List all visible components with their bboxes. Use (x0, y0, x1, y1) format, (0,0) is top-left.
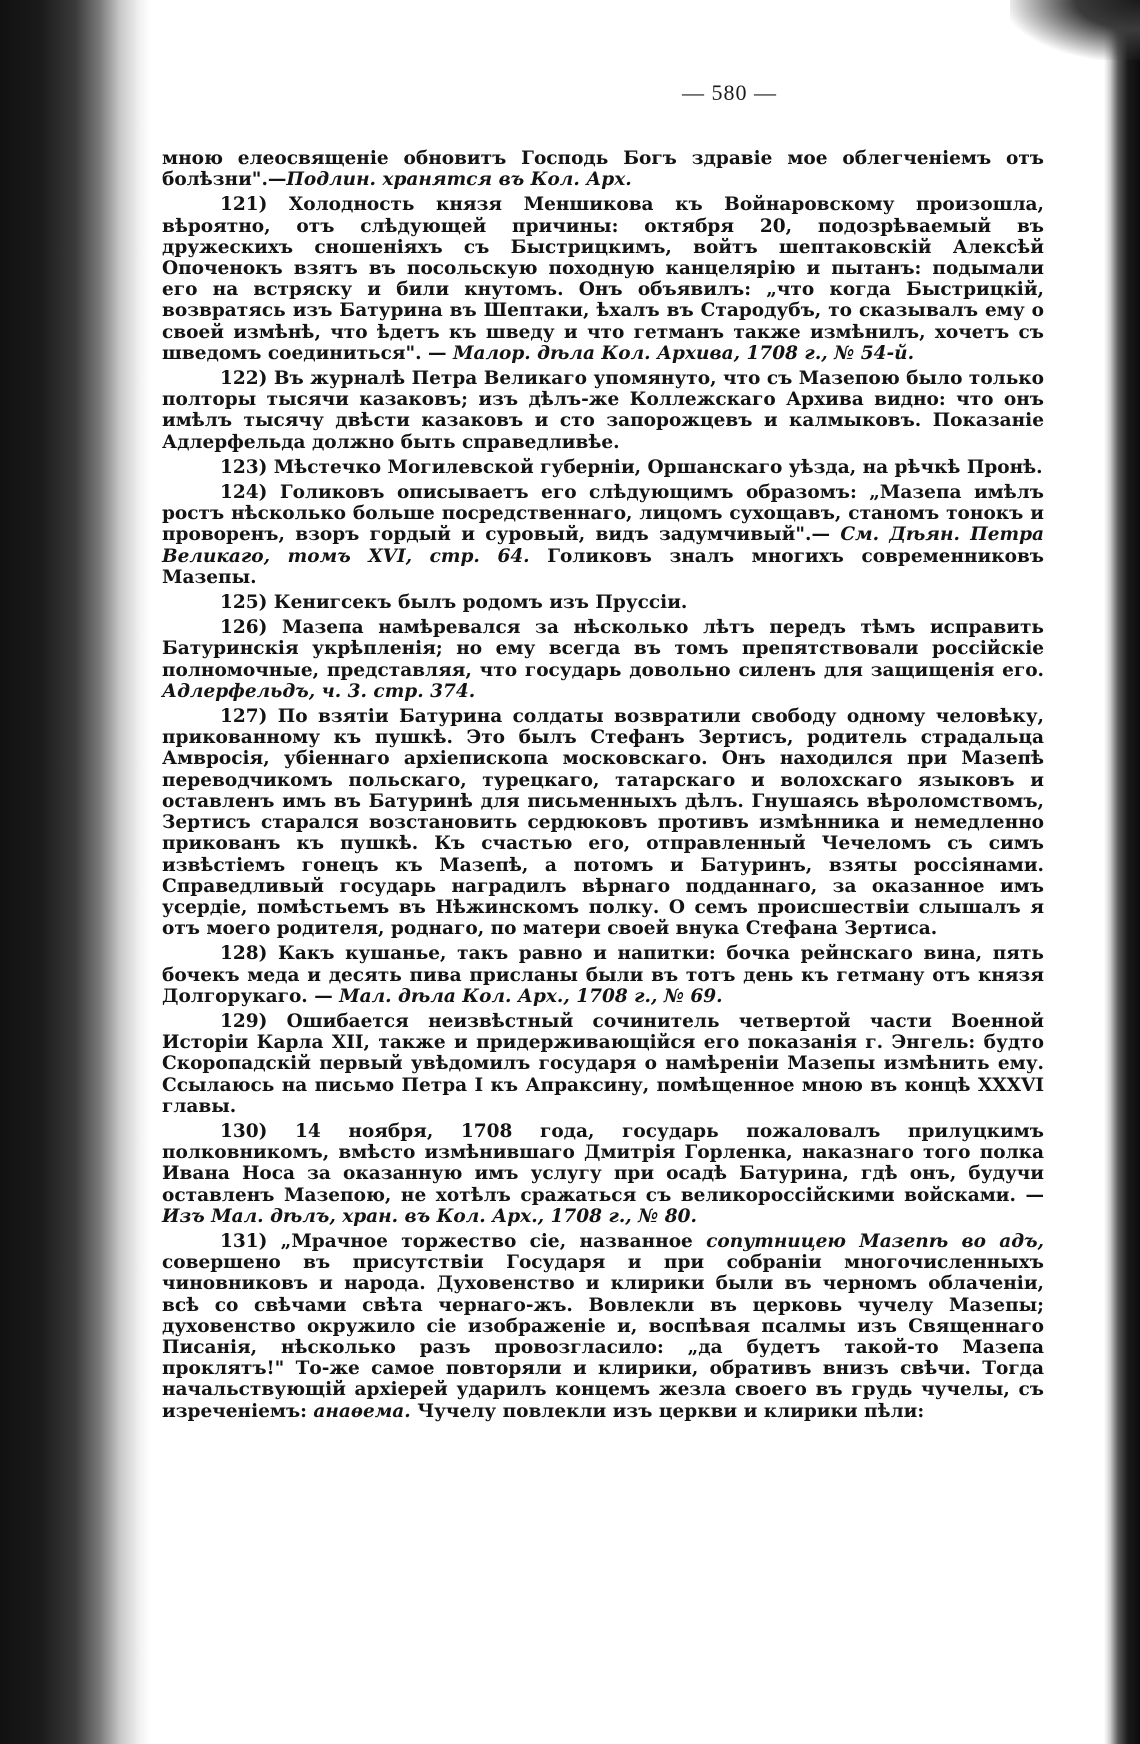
text-run: Чучелу повлекли изъ церкви и клирики пѣли: (410, 1400, 925, 1422)
paragraph-continuation (162, 148, 1044, 190)
scan-shadow-corner (1010, 0, 1140, 60)
text-run: Голиковъ зналъ многихъ современниковъ Мазепы. (162, 545, 1044, 588)
footnote-124 (162, 482, 1044, 588)
text-run: совершено въ присутствіи Государя и при собраніи многочисленныхъ чиновниковъ и народа. Духовенство и клирики были въ черномъ облаченіи, всѣ со свѣчами свѣта чернаго-жъ. Вовлекли въ церковь чучелу Мазепы; духовенство окружило сіе изображеніе и, воспѣвая псалмы изъ Священнаго Писанія, нѣсколько разъ провозгласило: „да будетъ такой-то Мазепа проклятъ!" То-же самое повторяли и клирики, обративъ внизъ свѣчи. Тогда начальствующій архіерей ударилъ концемъ жезла своего въ грудь чучелы, съ изреченіемъ: (162, 1252, 1044, 1422)
italic-citation: См. Дѣян. Петра Великаго, томъ XVI, стр. 64. (162, 524, 1044, 567)
italic-citation: Изъ Мал. дѣлъ, хран. въ Кол. Арх., 1708 г., № 80. (162, 1205, 697, 1227)
text-run: 121) Холодность князя Меншикова къ Войнаровскому произошла, вѣроятно, отъ слѣдующей причины: октября 20, подозрѣваемый въ дружескихъ сношеніяхъ съ Быстрицкимъ, войтъ шептаковскій Алексѣй Опоченокъ взятъ въ посольскую походную канцелярію и пытанъ: подымали его на встряску и били кнутомъ. Онъ объявилъ: „что когда Быстрицкій, возвратясь изъ Батурина въ Шептаки, ѣхалъ въ Стародубъ, то сказывалъ ему о своей измѣнѣ, что ѣдетъ къ шведу и что гетманъ также измѣнилъ, хочетъ съ шведомъ соединиться". — (162, 194, 1044, 364)
italic-citation: Подлин. хранятся въ Кол. Арх. (286, 169, 632, 191)
footnote-130 (162, 1121, 1044, 1227)
text-run: 125) Кенигсекъ былъ родомъ изъ Пруссіи. (220, 592, 688, 614)
text-run: 128) Какъ кушанье, такъ равно и напитки: бочка рейнскаго вина, пять бочекъ меда и десять пива присланы были въ тотъ день къ гетману отъ князя Долгорукаго. — (162, 943, 1044, 1007)
italic-citation: Малор. дѣла Кол. Архива, 1708 г., № 54-й. (452, 342, 915, 364)
italic-citation: сопутницею Мазепѣ во адъ, (706, 1230, 1044, 1252)
footnote-131 (162, 1231, 1044, 1422)
footnote-128 (162, 943, 1044, 1007)
footnotes-body (162, 148, 1044, 1426)
footnote-127 (162, 706, 1044, 939)
text-run: 124) Голиковъ описываетъ его слѣдующимъ образомъ: „Мазепа имѣлъ ростъ нѣсколько больше посредственнаго, лицомъ сухощавъ, станомъ тонокъ и проворенъ, взоръ гордый и суровый, видъ задумчивый".— (162, 482, 1044, 546)
footnote-123 (162, 457, 1044, 478)
text-run: 127) По взятіи Батурина солдаты возвратили свободу одному человѣку, прикованному къ пушкѣ. Это былъ Стефанъ Зертисъ, родитель страдальца Амвросія, убіеннаго архіепископа московскаго. Онъ находился при Мазепѣ переводчикомъ польскаго, турецкаго, татарскаго и волохскаго языковъ и оставленъ имъ въ Батуринѣ для письменныхъ дѣлъ. Гнушаясь вѣроломствомъ, Зертисъ старался возстановить сердюковъ противъ измѣнника и немедленно прикованъ къ пушкѣ. Къ счастью его, отправленный Чечеломъ съ симъ извѣстіемъ гонецъ къ Мазепѣ, а потомъ и Батуринъ, взяты россіянами. Справедливый государь наградилъ вѣрнаго подданнаго, за оказанное имъ усердіе, помѣстьемъ въ Нѣжинскомъ полку. О семъ происшествіи слышалъ я отъ моего родителя, роднаго, по матери своей внука Стефана Зертиса. (162, 706, 1044, 940)
footnote-126 (162, 617, 1044, 702)
footnote-129 (162, 1011, 1044, 1117)
scan-shadow-left (0, 0, 150, 1744)
footnote-121 (162, 194, 1044, 364)
text-run: мною елеосвященіе обновитъ Господь Богъ здравіе мое облегченіемъ отъ болѣзни".— (162, 148, 1044, 191)
text-run: 130) 14 ноября, 1708 года, государь пожаловалъ прилуцкимъ полковникомъ, вмѣсто измѣнившаго Дмитрія Горленка, наказнаго того полка Ивана Носа за оказанную имъ услугу при осадѣ Батурина, гдѣ онъ, будучи оставленъ Мазепою, не хотѣлъ сражаться съ великороссійскими войсками. — (162, 1120, 1044, 1206)
italic-citation: Мал. дѣла Кол. Арх., 1708 г., № 69. (339, 985, 723, 1007)
text-run: 129) Ошибается неизвѣстный сочинитель четвертой части Военной Исторіи Карла XII, также и придерживающійся его показанія г. Энгель: будто Скоропадскій первый увѣдомилъ государя о намѣреніи Мазепы измѣнить ему. Ссылаюсь на письмо Петра I къ Апраксину, помѣщенное мною въ концѣ XXXVI главы. (162, 1010, 1044, 1117)
page-number: — 580 — (682, 80, 777, 105)
text-run: 122) Въ журналѣ Петра Великаго упомянуто, что съ Мазепою было только полторы тысячи казаковъ; изъ дѣлъ-же Коллежскаго Архива видно: что онъ имѣлъ тысячу двѣсти казаковъ и сто запорожцевъ и калмыковъ. Показаніе Адлерфельда должно быть справедливѣе. (162, 368, 1044, 453)
text-run: 126) Мазепа намѣревался за нѣсколько лѣтъ передъ тѣмъ исправить Батуринскія укрѣпленія; но ему всегда въ томъ препятствовали россійскіе полномочные, представляя, что государь довольно силенъ для защищенія его. (162, 617, 1044, 681)
footnote-122 (162, 368, 1044, 453)
text-run: 131) „Мрачное торжество сіе, названное (220, 1230, 707, 1252)
text-run: 123) Мѣстечко Могилевской губерніи, Оршанскаго уѣзда, на рѣчкѣ Пронѣ. (220, 456, 1043, 478)
scan-shadow-right (1104, 0, 1140, 1744)
italic-citation: Адлерфельдъ, ч. 3. стр. 374. (162, 680, 476, 702)
footnote-125 (162, 592, 1044, 613)
italic-citation: анаѳема. (313, 1400, 411, 1422)
